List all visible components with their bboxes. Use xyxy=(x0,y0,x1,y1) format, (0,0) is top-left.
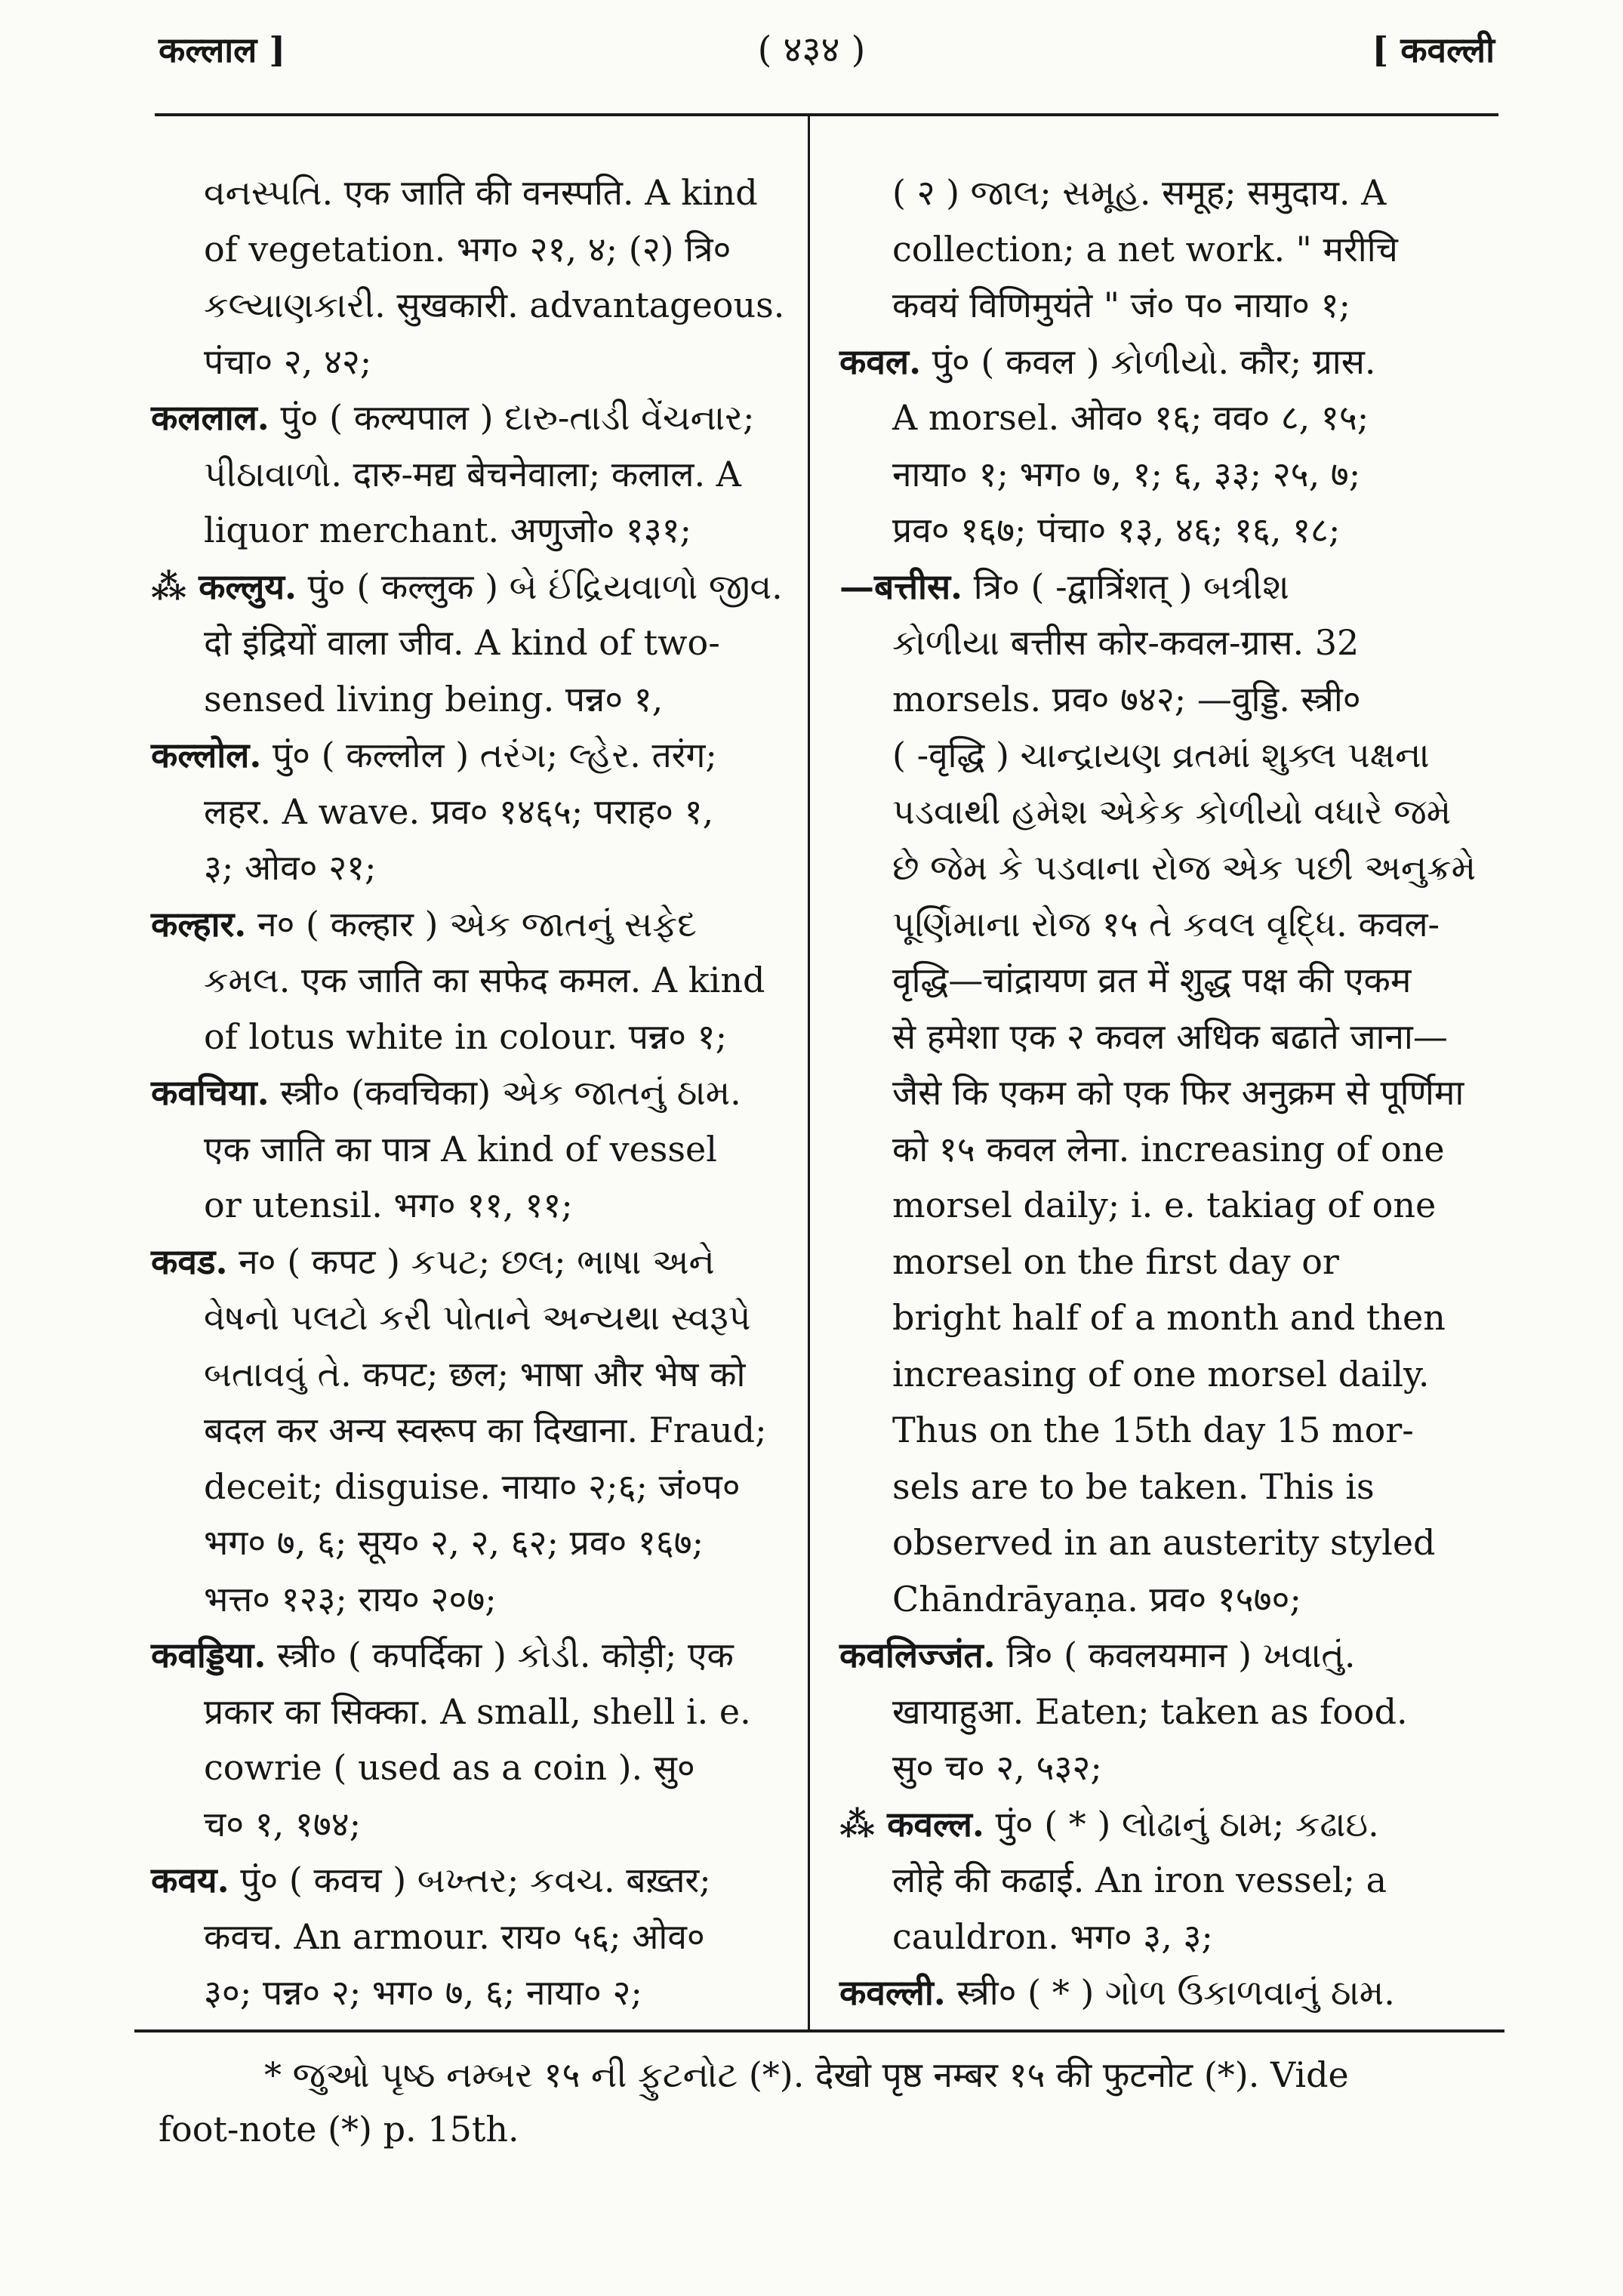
dictionary-entry xyxy=(151,1852,800,2021)
entry-line: बदल कर अन्य स्वरूप का दिखाना. Fraud; xyxy=(204,1410,767,1450)
entry-line: bright half of a month and then xyxy=(892,1297,1446,1338)
entry-line: प्रव० १६७; पंचा० १३, ४६; १६, १८; xyxy=(892,510,1341,550)
entry-headword: ⁂ कवल्ल. xyxy=(839,1803,984,1845)
entry-line: observed in an austerity styled xyxy=(892,1522,1436,1563)
entry-line: कवयं विणिमुयंते " जं० प० नाया० १; xyxy=(892,285,1351,325)
entry-headword: कल्हार. xyxy=(151,903,247,945)
entry-line: cauldron. भग० ३, ३; xyxy=(892,1915,1213,1957)
entry-line: deceit; disguise. नाया० २;६; जं०प० xyxy=(204,1465,741,1507)
entry-text: पुं० ( कल्लुक ) બે ઈંદ્રિયવાળો જીવ. xyxy=(307,566,783,607)
entry-line: ( -वृद्धि ) ચાન્દ્રાયણ વ્રતમાં શુક્લ પક્ષના xyxy=(892,735,1430,775)
entry-line xyxy=(839,1796,1489,1853)
entry-line: પૂર્ણિમાના રોજ १५ તે કવલ વૃદ્ધિ. कवल- xyxy=(892,903,1440,945)
entry-line: एक जाति का पात्र A kind of vessel xyxy=(204,1128,717,1170)
entry-line: से हमेशा एक २ कवल अधिक बढाते जाना— xyxy=(892,1015,1448,1057)
entry-line xyxy=(151,1627,800,1684)
entry-line: जैसे कि एकम को एक फिर अनुक्रम से पूर्णिमा xyxy=(892,1072,1464,1113)
dictionary-entry xyxy=(151,1627,800,1852)
entry-line: भग० ७, ६; सूय० २, २, ६२; प्रव० १६७; xyxy=(204,1522,704,1563)
entry-line: liquor merchant. अणुजो० १३१; xyxy=(204,510,692,550)
entry-headword: कवलिज्जंत. xyxy=(839,1635,996,1675)
entry-line xyxy=(151,559,800,615)
right-column xyxy=(839,165,1489,2021)
entry-line xyxy=(151,1234,800,1290)
entry-line: A morsel. ओव० १६; वव० ८, १५; xyxy=(892,397,1369,438)
entry-line xyxy=(839,559,1489,615)
entry-line: भत्त० १२३; राय० २०७; xyxy=(204,1578,497,1620)
entry-line xyxy=(151,1065,800,1121)
entry-line xyxy=(151,390,800,446)
top-rule xyxy=(155,113,1498,116)
entry-text: त्रि० ( कवलयमान ) ખવાતું. xyxy=(1006,1635,1356,1675)
entry-text: स्त्री० ( कपर्दिका ) કોડી. कोड़ी; एक xyxy=(276,1635,734,1675)
entry-line: કોળીયા बत्तीस कोर-कवल-ग्रास. 32 xyxy=(892,622,1360,663)
entry-text: न० ( कल्हार ) એક જાતનું સફેદ xyxy=(257,903,697,945)
entry-line: વેષનો પલટો કરી પોતાને અન્યથા સ્વરૂપે xyxy=(204,1297,751,1338)
entry-text: पुं० ( कल्यपाल ) દારુ-તાડી વેંચનાર; xyxy=(280,397,755,438)
dictionary-entry xyxy=(839,559,1489,1628)
entry-line: વનસ્પતિ. एक जाति की वनस्पति. A kind xyxy=(204,172,758,213)
entry-line: वृद्धि—चांद्रायण व्रत में शुद्ध पक्ष की एकम xyxy=(892,960,1412,1000)
entry-line: कवच. An armour. राय० ५६; ओव० xyxy=(204,1915,705,1957)
entry-text: पुं० ( * ) લોઢાનું ઠામ; કઢાઇ. xyxy=(995,1803,1379,1845)
entry-text: स्त्री० (कवचिका) એક જાતનું ઠામ. xyxy=(280,1072,741,1113)
dictionary-entry xyxy=(839,1796,1489,1965)
entry-line: કમલ. एक जाति का सफेद कमल. A kind xyxy=(204,960,765,1000)
footnote xyxy=(159,2048,1487,2156)
entry-line: सु० च० २, ५३२; xyxy=(892,1747,1102,1788)
footnote-line: foot-note (*) p. 15th. xyxy=(159,2109,519,2150)
entry-line: च० १, १७४; xyxy=(204,1803,362,1845)
entry-line: બતાવવું તે. कपट; छल; भाषा और भेष को xyxy=(204,1353,746,1395)
page-number: ( ४३४ ) xyxy=(757,29,866,71)
entry-line: increasing of one morsel daily. xyxy=(892,1353,1430,1395)
entry-line: को १५ कवल लेना. increasing of one xyxy=(892,1128,1445,1170)
entry-line xyxy=(839,1965,1489,2021)
entry-line: लहर. A wave. प्रव० १४६५; पराह० १, xyxy=(204,791,714,832)
entry-text: पुं० ( कल्लोल ) તરંગ; લ્હેર. तरंग; xyxy=(273,735,717,775)
entry-line: पंचा० २, ४२; xyxy=(204,341,372,382)
dictionary-entry xyxy=(151,896,800,1065)
entry-line: cowrie ( used as a coin ). सु० xyxy=(204,1747,695,1788)
entry-line: or utensil. भग० ११, ११; xyxy=(204,1185,573,1225)
entry-line: प्रकार का सिक्का. A small, shell i. e. xyxy=(204,1690,751,1732)
entry-headword: कवय. xyxy=(151,1860,229,1900)
dictionary-entry xyxy=(839,1627,1489,1796)
dictionary-entry xyxy=(151,165,800,390)
entry-line: sels are to be taken. This is xyxy=(892,1465,1375,1507)
entry-line: लोहे की कढाई. An iron vessel; a xyxy=(892,1860,1387,1900)
left-column xyxy=(151,165,800,2021)
entry-line: दो इंद्रियों वाला जीव. A kind of two- xyxy=(204,622,720,663)
dictionary-entry xyxy=(151,559,800,728)
entry-line: of lotus white in colour. पन्न० १; xyxy=(204,1015,728,1057)
entry-headword: कवड्डिया. xyxy=(151,1635,266,1675)
entry-line: પડવાથી હમેશ એકેક કોળીયો વધારે જમે xyxy=(892,791,1452,832)
entry-headword: कवल. xyxy=(839,341,922,382)
entry-line: કલ્યાણકારી. सुखकारी. advantageous. xyxy=(204,285,785,325)
header-right-guideword: [ कवल्ली xyxy=(1372,29,1495,70)
dictionary-entry xyxy=(151,1234,800,1628)
entry-line: morsel daily; i. e. takiag of one xyxy=(892,1185,1437,1225)
column-divider xyxy=(808,116,810,2031)
dictionary-entry xyxy=(151,390,800,559)
dictionary-entry xyxy=(839,334,1489,559)
entry-text: न० ( कपट ) કપટ; છલ; ભાષા અને xyxy=(239,1240,715,1282)
entry-line: खायाहुआ. Eaten; taken as food. xyxy=(892,1690,1408,1732)
entry-line: Chāndrāyaṇa. प्रव० १५७०; xyxy=(892,1578,1301,1620)
bottom-rule xyxy=(134,2029,1504,2032)
entry-line: છે જેમ કે પડવાના રોજ એક પછી અનુક્રમે xyxy=(892,847,1477,888)
entry-headword: कवचिया. xyxy=(151,1072,269,1113)
entry-line: Thus on the 15th day 15 mor- xyxy=(892,1410,1414,1450)
entry-line xyxy=(151,727,800,784)
entry-headword: कललाल. xyxy=(151,397,269,438)
entry-line: नाया० १; भग० ७, १; ६, ३३; २५, ७; xyxy=(892,453,1361,495)
entry-line: collection; a net work. " मरीचि xyxy=(892,228,1398,270)
entry-headword: ⁂ कल्लुय. xyxy=(151,566,297,607)
entry-text: स्त्री० ( * ) ગોળ ઉકાળવાનું ઠામ. xyxy=(956,1972,1395,2013)
entry-line xyxy=(839,334,1489,390)
entry-headword: कल्लोल. xyxy=(151,735,262,775)
entry-line xyxy=(839,1627,1489,1684)
entry-text: पुं० ( कवच ) બખ્તર; કવચ. बख़्तर; xyxy=(240,1860,711,1900)
entry-line: sensed living being. पन्न० १, xyxy=(204,678,664,720)
dictionary-entry xyxy=(151,1065,800,1234)
entry-line: ३०; पन्न० २; भग० ७, ६; नाया० २; xyxy=(204,1972,642,2013)
entry-line: ३; ओव० २१; xyxy=(204,847,377,888)
header-left-guideword: कल्लाल ] xyxy=(159,29,286,70)
entry-line: પીઠાવાળો. दारु-मद्य बेचनेवाला; कलाल. A xyxy=(204,453,741,495)
entry-line: of vegetation. भग० २१, ४; (२) त्रि० xyxy=(204,228,731,270)
entry-headword: कवड. xyxy=(151,1240,228,1282)
entry-line xyxy=(151,1852,800,1909)
dictionary-entry xyxy=(151,727,800,896)
entry-headword: —बत्तीस. xyxy=(839,566,963,607)
entry-line: ( २ ) જાલ; સમૂહ. समूह; समुदाय. A xyxy=(892,172,1387,213)
entry-line xyxy=(151,896,800,953)
entry-line: morsel on the first day or xyxy=(892,1240,1339,1282)
entry-text: पुं० ( कवल ) કોળીયો. कौर; ग्रास. xyxy=(932,341,1376,382)
entry-headword: कवल्ली. xyxy=(839,1972,946,2013)
entry-text: त्रि० ( -द्वात्रिंशत् ) બત્રીશ xyxy=(973,566,1289,607)
footnote-line: * જુઓ પૃષ્ઠ નમ્બર १५ ની ફુટનોટ (*). देखो पृष्ठ नम्बर १५ की फुटनोट (*). Vide xyxy=(264,2054,1349,2095)
dictionary-entry xyxy=(839,165,1489,334)
entry-line: morsels. प्रव० ७४२; —वुड्डि. स्त्री० xyxy=(892,678,1361,720)
dictionary-entry xyxy=(839,1965,1489,2021)
